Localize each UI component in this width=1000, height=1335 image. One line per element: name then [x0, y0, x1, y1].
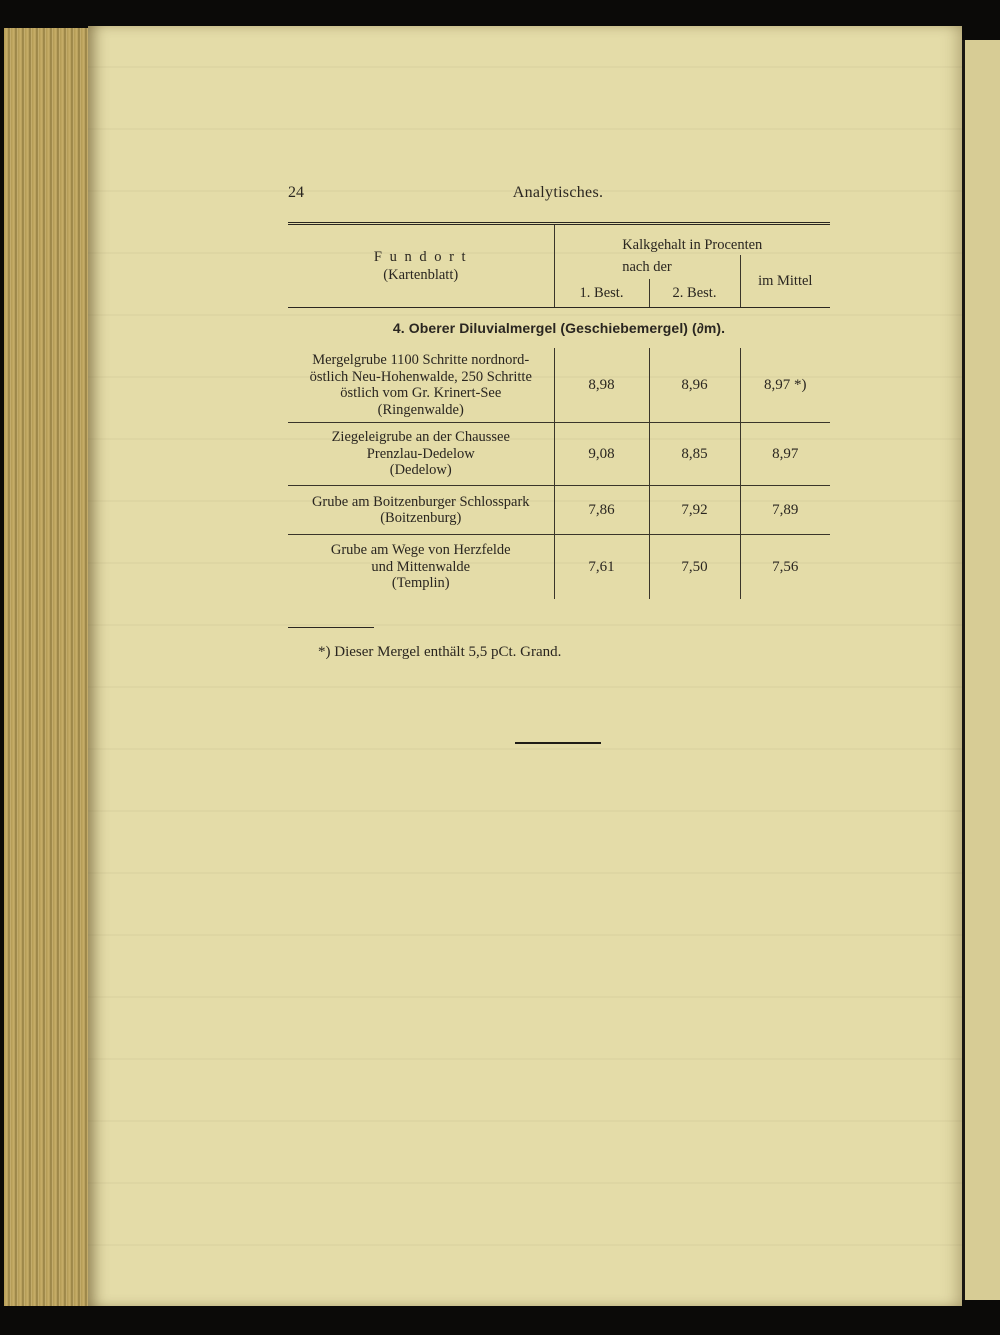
table-row — [288, 348, 830, 423]
show-through-texture — [88, 26, 962, 1306]
location-line: Prenzlau-Dedelow — [366, 445, 475, 462]
section-title: 4. Oberer Diluvialmergel (Geschiebemergel) (∂m). — [392, 320, 726, 336]
mittel-header — [740, 255, 830, 308]
location-line: (Ringenwalde) — [377, 401, 464, 418]
mean-value: 7,89 — [740, 486, 830, 535]
fundort-header — [288, 224, 554, 308]
best2-value: 8,85 — [649, 423, 740, 486]
book-page-edges — [4, 28, 94, 1306]
best1-value: 7,86 — [554, 486, 649, 535]
location-line: Mergelgrube 1100 Schritte nordnord- — [312, 352, 530, 368]
best2-value: 7,50 — [649, 535, 740, 600]
page-number: 24 — [288, 184, 304, 201]
section-row — [288, 308, 830, 349]
footnote: *) Dieser Mergel enthält 5,5 pCt. Grand. — [318, 644, 562, 660]
location-line: Ziegeleigrube an der Chaussee — [331, 429, 510, 446]
mean-value: 8,97 *) — [740, 348, 830, 423]
running-header — [288, 184, 828, 206]
book-page — [88, 26, 962, 1306]
analysis-table — [288, 222, 830, 599]
kalkgehalt-label: Kalkgehalt in Procenten — [622, 237, 763, 253]
footnote-rule — [288, 627, 374, 628]
best2-value: 8,96 — [649, 348, 740, 423]
location-line: und Mittenwalde — [371, 558, 471, 575]
nach-der-label: nach der — [622, 259, 672, 275]
location-line: östlich Neu-Hohenwalde, 250 Schritte — [309, 368, 532, 385]
kartenblatt-label: (Kartenblatt) — [383, 267, 459, 283]
location-line: (Templin) — [391, 575, 450, 592]
location-cell — [288, 348, 554, 423]
table-row — [288, 535, 830, 600]
table-row — [288, 423, 830, 486]
mean-value: 7,56 — [740, 535, 830, 600]
running-title: Analytisches. — [512, 184, 604, 201]
best1-value: 9,08 — [554, 423, 649, 486]
table-row — [288, 486, 830, 535]
location-cell — [288, 486, 554, 535]
location-line: Grube am Boitzenburger Schlosspark — [311, 493, 530, 510]
best2-header — [649, 279, 740, 308]
best1-value: 8,98 — [554, 348, 649, 423]
best1-label: 1. Best. — [579, 285, 624, 301]
location-line: (Dedelow) — [389, 462, 452, 479]
location-line: Grube am Wege von Herzfelde — [330, 542, 511, 559]
location-cell — [288, 535, 554, 600]
best1-header — [554, 279, 649, 308]
end-rule — [515, 742, 601, 744]
fundort-label: F u n d o r t — [373, 249, 468, 265]
best2-value: 7,92 — [649, 486, 740, 535]
header-row-1 — [288, 224, 830, 256]
nach-der-header — [554, 255, 740, 279]
mean-value: 8,97 — [740, 423, 830, 486]
location-line: östlich vom Gr. Krinert-See — [340, 385, 502, 401]
mittel-label: im Mittel — [758, 273, 813, 289]
location-line: (Boitzenburg) — [380, 510, 462, 526]
kalkgehalt-header — [554, 224, 830, 256]
best2-label: 2. Best. — [672, 285, 717, 301]
facing-page-edge — [962, 40, 1000, 1300]
location-cell — [288, 423, 554, 486]
best1-value: 7,61 — [554, 535, 649, 600]
